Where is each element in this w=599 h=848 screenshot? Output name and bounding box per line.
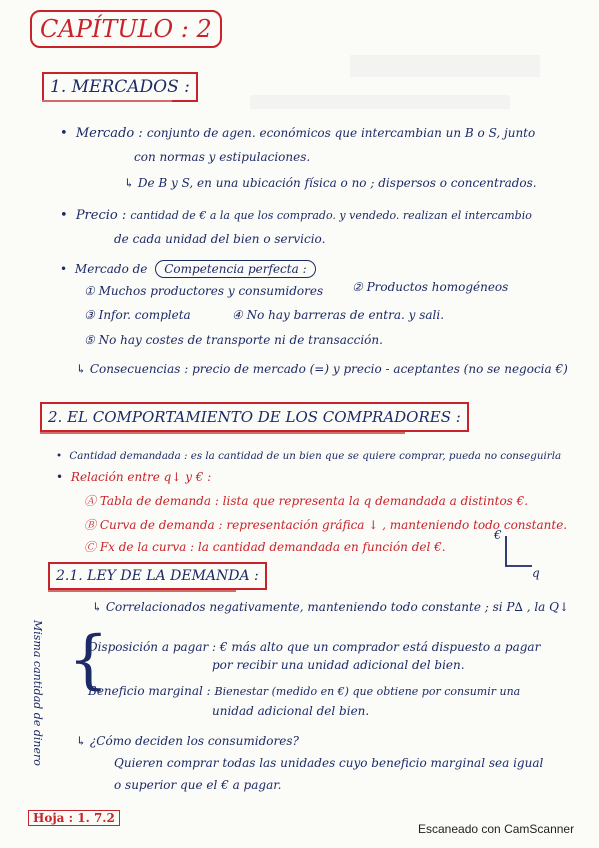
disposicion-term: Disposición a pagar : [88, 640, 217, 654]
disposicion-line-2: por recibir una unidad adicional del bien. [212, 658, 465, 672]
relacion-line: • Relación entre q↓ y € : [56, 470, 211, 484]
precio-line-2: de cada unidad del bien o servicio. [114, 232, 326, 246]
beneficio-line-1: Beneficio marginal : Bienestar (medido en €) que obtiene por consumir una [88, 684, 521, 698]
competencia-circle: Competencia perfecta : [155, 260, 315, 278]
mercado-note: ↳ De B y S, en una ubicación física o no ; dispersos o concentrados. [124, 176, 537, 190]
consequences-line: ↳ Consecuencias : precio de mercado (=) y precio - aceptantes (no se negocia €) [76, 362, 568, 376]
curly-brace: { [68, 623, 109, 697]
ley-demanda-note: ↳ Correlacionados negativamente, manteniendo todo constante ; si P∆ , la Q↓ [92, 600, 570, 614]
graph-x-label: q [532, 566, 540, 580]
competencia-item-3: ③ Infor. completa [84, 308, 191, 322]
question-line: ↳ ¿Cómo deciden los consumidores? [76, 734, 299, 748]
beneficio-line-2: unidad adicional del bien. [212, 704, 370, 718]
precio-definition: cantidad de € a la que los comprado. y vendedo. realizan el intercambio [130, 209, 532, 222]
cantidad-demandada-line: • Cantidad demandada : es la cantidad de un bien que se quiere comprar, pueda no conseguirla [56, 450, 561, 462]
mercado-definition: conjunto de agen. económicos que intercambian un B o S, junto [146, 126, 536, 140]
mercado-term: Mercado : [75, 126, 143, 141]
section-2-underline [40, 432, 405, 434]
competencia-item-5: ⑤ No hay costes de transporte ni de transacción. [84, 333, 383, 347]
answer-line-1: Quieren comprar todas las unidades cuyo beneficio marginal sea igual [114, 756, 544, 770]
mercado-line-1 [60, 126, 535, 141]
competencia-item-2: ② Productos homogéneos [352, 280, 509, 294]
chapter-title: CAPÍTULO : 2 [30, 10, 222, 48]
section-1-underline [42, 100, 172, 102]
competencia-item-4: ④ No hay barreras de entra. y sali. [232, 308, 445, 322]
bleed-through-mark [250, 95, 510, 109]
fx-curva-line: Ⓒ Fx de la curva : la cantidad demandada en función del €. [84, 540, 446, 554]
section-1-title: 1. MERCADOS : [42, 72, 198, 102]
camscanner-watermark: Escaneado con CamScanner [418, 822, 575, 836]
graph-y-label: € [494, 528, 502, 542]
precio-term: Precio : [75, 208, 127, 223]
section-2-title: 2. EL COMPORTAMIENTO DE LOS COMPRADORES : [40, 402, 469, 432]
section-2-1-underline [48, 590, 236, 592]
precio-line-1 [60, 208, 532, 223]
bleed-through-mark [350, 55, 540, 77]
side-note-misma-cantidad: Misma cantidad de dinero [31, 620, 44, 766]
answer-line-2: o superior que el € a pagar. [114, 778, 282, 792]
curva-demanda-line: Ⓑ Curva de demanda : representación gráfica ↓ , manteniendo todo constante. [84, 518, 568, 532]
section-2-1-title: 2.1. LEY DE LA DEMANDA : [48, 562, 267, 590]
competencia-header: • Mercado de Competencia perfecta : [60, 262, 316, 276]
tabla-demanda-line: Ⓐ Tabla de demanda : lista que representa la q demandada a distintos €. [84, 494, 529, 508]
disposicion-line-1: Disposición a pagar : € más alto que un comprador está dispuesto a pagar [88, 640, 541, 654]
mercado-line-2: con normas y estipulaciones. [134, 150, 311, 164]
competencia-item-1: ① Muchos productores y consumidores [84, 284, 324, 298]
hoja-label: Hoja : 1. 7.2 [28, 810, 120, 826]
beneficio-term: Beneficio marginal : [88, 684, 211, 698]
